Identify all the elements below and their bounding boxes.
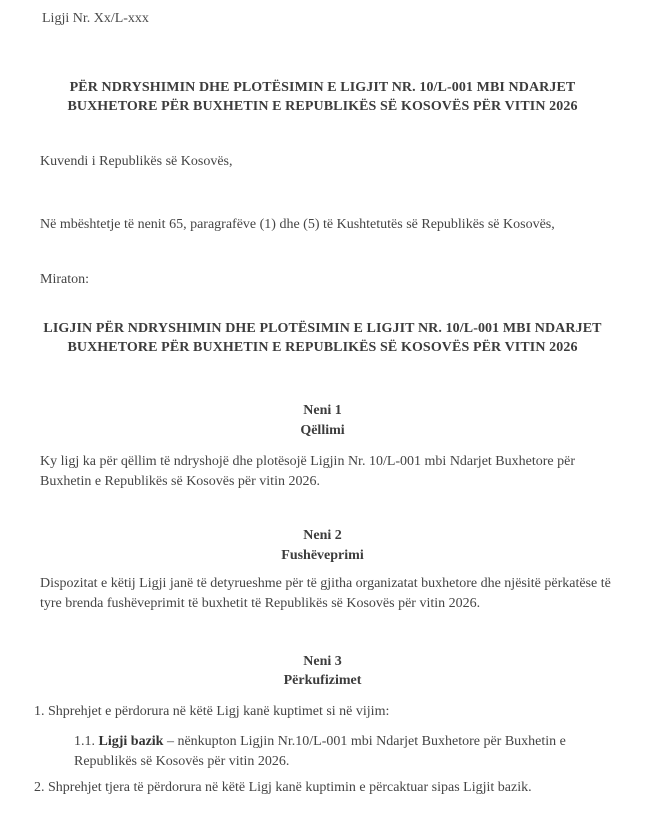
item-1-1-number: 1.1. bbox=[74, 734, 95, 749]
document-title: PËR NDRYSHIMIN DHE PLOTËSIMIN E LIGJIT NR. 10/L-001 MBI NDARJET BUXHETORE PËR BUXHETIN E REPUBLIKËS SË KOSOVËS PËR VITIN 2026 bbox=[67, 80, 578, 114]
article-3-item-1-1 bbox=[74, 732, 619, 772]
article-2-name: Fushëveprimi bbox=[281, 548, 364, 563]
law-title: LIGJIN PËR NDRYSHIMIN DHE PLOTËSIMIN E LIGJIT NR. 10/L-001 MBI NDARJET BUXHETORE PËR BUXHETIN E REPUBLIKËS SË KOSOVËS PËR VITIN 2026 bbox=[43, 321, 602, 355]
article-1-name: Qëllimi bbox=[300, 423, 345, 438]
law-reference: Ligji Nr. Xx/L-xxx bbox=[42, 11, 149, 26]
approves-line: Miraton: bbox=[40, 272, 89, 287]
term-ligji-bazik: Ligji bazik bbox=[98, 734, 164, 749]
article-2-number: Neni 2 bbox=[303, 528, 342, 543]
article-3-item-2: 2. Shprehjet tjera të përdorura në këtë Ligj kanë kuptimin e përcaktuar sipas Ligjit bazik. bbox=[34, 780, 532, 795]
assembly-line: Kuvendi i Republikës së Kosovës, bbox=[40, 154, 233, 169]
article-3-number: Neni 3 bbox=[303, 654, 342, 669]
article-3-item-1: 1. Shprehjet e përdorura në këtë Ligj kanë kuptimet si në vijim: bbox=[34, 704, 390, 719]
item-1-1-definition: – nënkupton Ligjin Nr.10/L-001 mbi Ndarjet Buxhetore për Buxhetin e Republikës së Kosovës për vitin 2026. bbox=[74, 734, 566, 769]
legal-basis: Në mbështetje të nenit 65, paragrafëve (1) dhe (5) të Kushtetutës së Republikës së Kosovës, bbox=[40, 217, 555, 232]
article-2-text: Dispozitat e këtij Ligji janë të detyrueshme për të gjitha organizatat buxhetore dhe njësitë përkatëse të tyre brenda fushëveprimit të buxhetit të Republikës së Kosovës për vitin 2026. bbox=[40, 576, 611, 611]
article-1-text: Ky ligj ka për qëllim të ndryshojë dhe plotësojë Ligjin Nr. 10/L-001 mbi Ndarjet Buxhetore për Buxhetin e Republikës së Kosovës për vitin 2026. bbox=[40, 454, 575, 489]
article-1-number: Neni 1 bbox=[303, 403, 342, 418]
article-3-name: Përkufizimet bbox=[283, 673, 362, 688]
